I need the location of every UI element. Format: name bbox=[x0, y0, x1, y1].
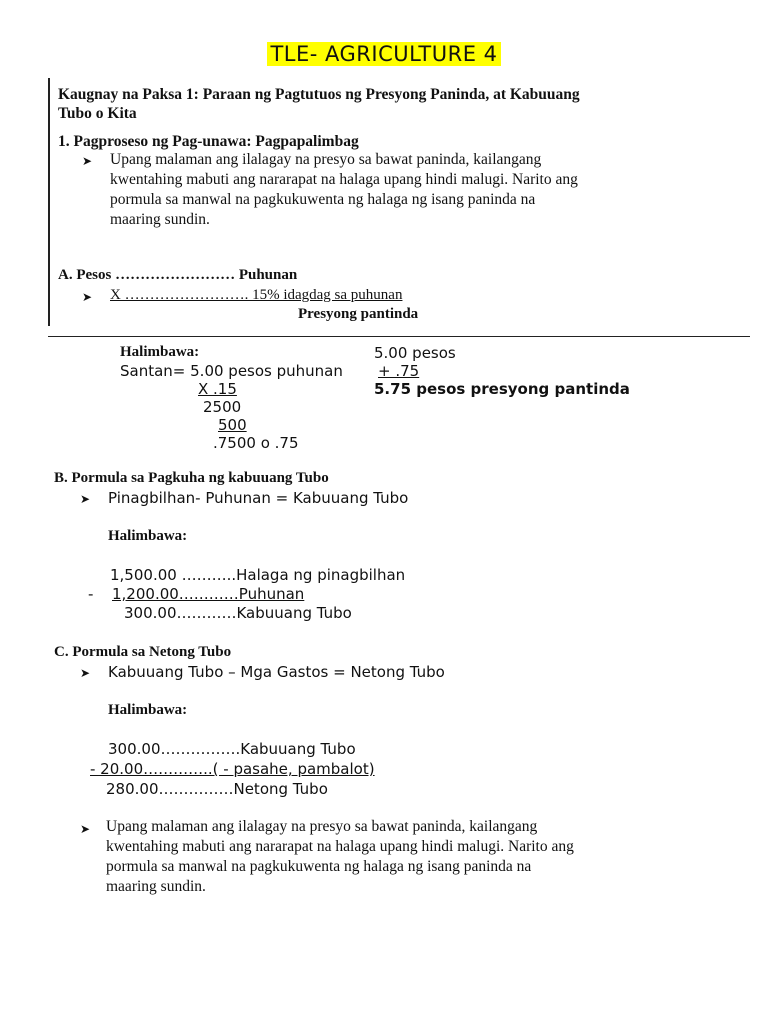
section1-line2: kwentahing mabuti ang nararapat na halaga upang hindi malugi. Narito ang bbox=[110, 171, 578, 188]
exampleA-partial2: 500 bbox=[218, 416, 247, 434]
exampleA-line1: Santan= 5.00 pesos puhunan bbox=[120, 362, 343, 380]
sectionA-heading: A. Pesos …………………… Puhunan bbox=[58, 267, 298, 283]
sectionC-bullet: Kabuuang Tubo – Mga Gastos = Netong Tubo bbox=[108, 663, 445, 681]
page-title-text: TLE- AGRICULTURE 4 bbox=[267, 42, 500, 66]
exampleA-right-line3: 5.75 pesos presyong pantinda bbox=[374, 380, 630, 398]
closing-line1: Upang malaman ang ilalagay na presyo sa bawat paninda, kailangang bbox=[106, 818, 538, 835]
exampleA-right-line1: 5.00 pesos bbox=[374, 344, 456, 362]
exampleA-multiplier: X .15 bbox=[198, 380, 237, 398]
arrowhead-bullet-icon: ➤ bbox=[80, 666, 91, 680]
topic-heading-line2: Tubo o Kita bbox=[58, 105, 137, 122]
exampleA-partial1: 2500 bbox=[203, 398, 242, 416]
sectionA-bullet: X ……………………. 15% idagdag sa puhunan bbox=[110, 287, 403, 303]
arrowhead-bullet-icon: ➤ bbox=[80, 822, 91, 836]
sectionB-label: Halimbawa: bbox=[108, 528, 188, 544]
sectionC-heading: C. Pormula sa Netong Tubo bbox=[54, 644, 232, 660]
sectionB-heading: B. Pormula sa Pagkuha ng kabuuang Tubo bbox=[54, 470, 329, 486]
section1-line3: pormula sa manwal na pagkukuwenta ng halaga ng isang paninda na bbox=[110, 191, 536, 208]
exampleA-result: .7500 o .75 bbox=[213, 434, 299, 452]
sectionC-label: Halimbawa: bbox=[108, 702, 188, 718]
closing-line3: pormula sa manwal na pagkukuwenta ng halaga ng isang paninda na bbox=[106, 858, 532, 875]
exampleA-label: Halimbawa: bbox=[120, 344, 200, 360]
section1-heading: 1. Pagproseso ng Pag-unawa: Pagpapalimbag bbox=[58, 133, 359, 150]
closing-line2: kwentahing mabuti ang nararapat na halaga upang hindi malugi. Narito ang bbox=[106, 838, 574, 855]
arrowhead-bullet-icon: ➤ bbox=[82, 290, 93, 304]
sectionC-line3: 280.00……………Netong Tubo bbox=[106, 780, 328, 798]
sectionB-line1: 1,500.00 ………..Halaga ng pinagbilhan bbox=[110, 566, 406, 584]
sectionC-line2: - 20.00…………..( - pasahe, pambalot) bbox=[90, 760, 375, 778]
section1-line1: Upang malaman ang ilalagay na presyo sa bawat paninda, kailangang bbox=[110, 151, 542, 168]
section1-line4: maaring sundin. bbox=[110, 211, 210, 228]
closing-line4: maaring sundin. bbox=[106, 878, 206, 895]
arrowhead-bullet-icon: ➤ bbox=[80, 492, 91, 506]
exampleA-right-line2: + .75 bbox=[378, 362, 420, 380]
sectionA-result: Presyong pantinda bbox=[298, 306, 419, 322]
arrowhead-bullet-icon: ➤ bbox=[82, 154, 93, 168]
left-border-line bbox=[48, 78, 50, 326]
topic-heading-line1: Kaugnay na Paksa 1: Paraan ng Pagtutuos ng Presyong Paninda, at Kabuuang bbox=[58, 86, 580, 103]
page-title bbox=[0, 42, 768, 66]
sectionB-minus: - bbox=[88, 585, 94, 603]
horizontal-divider bbox=[48, 336, 750, 337]
sectionB-line3: 300.00…………Kabuuang Tubo bbox=[124, 604, 352, 622]
sectionB-bullet: Pinagbilhan- Puhunan = Kabuuang Tubo bbox=[108, 489, 409, 507]
sectionC-line1: 300.00…………….Kabuuang Tubo bbox=[108, 740, 356, 758]
sectionB-line2: 1,200.00…………Puhunan bbox=[112, 585, 305, 603]
